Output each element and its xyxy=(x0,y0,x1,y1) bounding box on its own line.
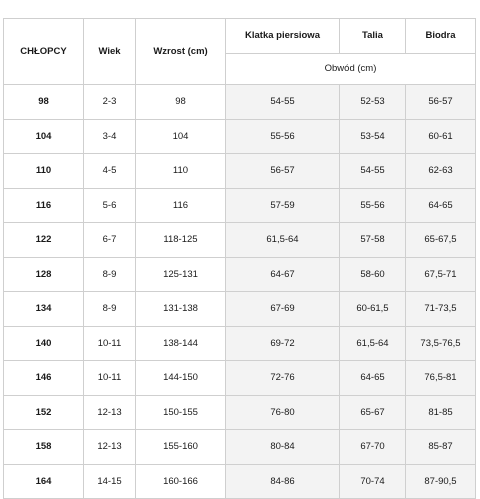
cell-age: 10-11 xyxy=(84,326,136,361)
cell-waist: 60-61,5 xyxy=(340,292,406,327)
cell-age: 10-11 xyxy=(84,361,136,396)
cell-height: 138-144 xyxy=(136,326,226,361)
header-circumference: Obwód (cm) xyxy=(226,54,476,85)
cell-hips: 76,5-81 xyxy=(406,361,476,396)
cell-height: 98 xyxy=(136,85,226,120)
cell-height: 131-138 xyxy=(136,292,226,327)
size-chart-table xyxy=(3,18,476,499)
cell-chest: 80-84 xyxy=(226,430,340,465)
cell-age: 3-4 xyxy=(84,119,136,154)
cell-chest: 54-55 xyxy=(226,85,340,120)
cell-size: 164 xyxy=(4,464,84,499)
cell-age: 12-13 xyxy=(84,395,136,430)
cell-height: 144-150 xyxy=(136,361,226,396)
cell-chest: 56-57 xyxy=(226,154,340,189)
table-row xyxy=(4,464,476,499)
cell-age: 6-7 xyxy=(84,223,136,258)
cell-height: 125-131 xyxy=(136,257,226,292)
table-row xyxy=(4,119,476,154)
cell-waist: 61,5-64 xyxy=(340,326,406,361)
table-row xyxy=(4,85,476,120)
cell-size: 158 xyxy=(4,430,84,465)
cell-chest: 76-80 xyxy=(226,395,340,430)
cell-height: 110 xyxy=(136,154,226,189)
header-age: Wiek xyxy=(84,19,136,85)
cell-waist: 67-70 xyxy=(340,430,406,465)
cell-size: 152 xyxy=(4,395,84,430)
cell-size: 110 xyxy=(4,154,84,189)
cell-age: 14-15 xyxy=(84,464,136,499)
cell-size: 140 xyxy=(4,326,84,361)
cell-waist: 57-58 xyxy=(340,223,406,258)
cell-chest: 57-59 xyxy=(226,188,340,223)
cell-chest: 67-69 xyxy=(226,292,340,327)
cell-size: 128 xyxy=(4,257,84,292)
cell-hips: 56-57 xyxy=(406,85,476,120)
cell-height: 116 xyxy=(136,188,226,223)
cell-age: 8-9 xyxy=(84,257,136,292)
cell-size: 116 xyxy=(4,188,84,223)
cell-height: 104 xyxy=(136,119,226,154)
cell-hips: 60-61 xyxy=(406,119,476,154)
cell-age: 12-13 xyxy=(84,430,136,465)
size-chart-container xyxy=(3,18,476,499)
cell-size: 104 xyxy=(4,119,84,154)
table-row xyxy=(4,223,476,258)
cell-height: 150-155 xyxy=(136,395,226,430)
cell-chest: 61,5-64 xyxy=(226,223,340,258)
cell-waist: 55-56 xyxy=(340,188,406,223)
table-row xyxy=(4,292,476,327)
cell-hips: 85-87 xyxy=(406,430,476,465)
cell-chest: 64-67 xyxy=(226,257,340,292)
cell-hips: 87-90,5 xyxy=(406,464,476,499)
cell-hips: 81-85 xyxy=(406,395,476,430)
cell-hips: 67,5-71 xyxy=(406,257,476,292)
header-chest: Klatka piersiowa xyxy=(226,19,340,54)
cell-age: 8-9 xyxy=(84,292,136,327)
table-row xyxy=(4,430,476,465)
cell-waist: 70-74 xyxy=(340,464,406,499)
header-hips: Biodra xyxy=(406,19,476,54)
cell-age: 5-6 xyxy=(84,188,136,223)
cell-waist: 64-65 xyxy=(340,361,406,396)
table-row xyxy=(4,361,476,396)
table-row xyxy=(4,326,476,361)
cell-size: 98 xyxy=(4,85,84,120)
cell-hips: 71-73,5 xyxy=(406,292,476,327)
cell-hips: 64-65 xyxy=(406,188,476,223)
cell-chest: 55-56 xyxy=(226,119,340,154)
cell-age: 4-5 xyxy=(84,154,136,189)
header-waist: Talia xyxy=(340,19,406,54)
table-row xyxy=(4,257,476,292)
cell-hips: 65-67,5 xyxy=(406,223,476,258)
table-row xyxy=(4,395,476,430)
cell-height: 155-160 xyxy=(136,430,226,465)
cell-waist: 52-53 xyxy=(340,85,406,120)
cell-chest: 72-76 xyxy=(226,361,340,396)
cell-waist: 54-55 xyxy=(340,154,406,189)
cell-height: 160-166 xyxy=(136,464,226,499)
cell-hips: 73,5-76,5 xyxy=(406,326,476,361)
cell-waist: 65-67 xyxy=(340,395,406,430)
cell-size: 122 xyxy=(4,223,84,258)
cell-chest: 69-72 xyxy=(226,326,340,361)
cell-size: 134 xyxy=(4,292,84,327)
cell-hips: 62-63 xyxy=(406,154,476,189)
table-row xyxy=(4,188,476,223)
cell-height: 118-125 xyxy=(136,223,226,258)
cell-chest: 84-86 xyxy=(226,464,340,499)
cell-waist: 58-60 xyxy=(340,257,406,292)
header-group: CHŁOPCY xyxy=(4,19,84,85)
cell-age: 2-3 xyxy=(84,85,136,120)
cell-waist: 53-54 xyxy=(340,119,406,154)
size-rows xyxy=(4,85,476,499)
table-row xyxy=(4,154,476,189)
cell-size: 146 xyxy=(4,361,84,396)
header-height: Wzrost (cm) xyxy=(136,19,226,85)
